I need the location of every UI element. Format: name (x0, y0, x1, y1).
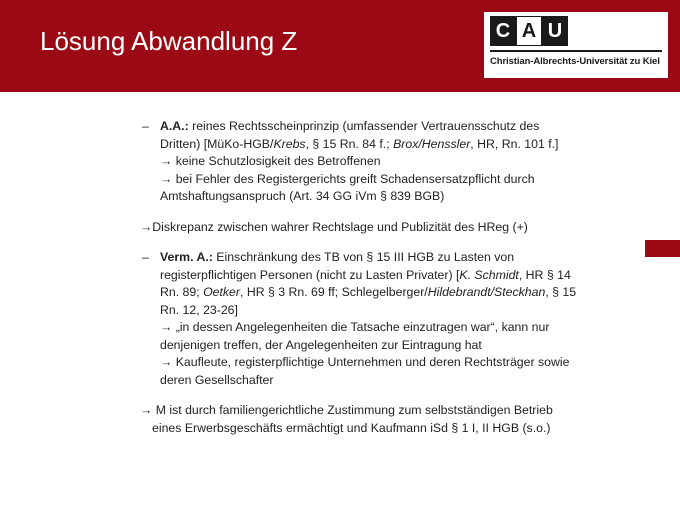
text-line: denjenigen treffen, der Angelegenheiten zur Eintragung hat (160, 337, 482, 352)
label-verm-a: Verm. A.: (160, 250, 213, 264)
slide-title: Lösung Abwandlung Z (40, 26, 298, 56)
logo-letter-c: C (490, 16, 516, 46)
logo-divider (490, 50, 662, 52)
text-run: reines Rechtsscheinprinzip (umfassender Vertrauensschutz des (188, 119, 540, 133)
author-krebs: Krebs (273, 136, 306, 151)
text-line (160, 284, 640, 302)
text-line (160, 249, 640, 267)
text-line: →Diskrepanz zwischen wahrer Rechtslage und Publizität des HReg (+) (140, 219, 528, 234)
text-run: , HR § 3 Rn. 69 ff; Schlegelberger/ (239, 285, 428, 299)
author-hildebrandt-steckhan: Hildebrandt/Steckhan (427, 285, 546, 299)
text-line: deren Gesellschafter (160, 372, 274, 387)
final-conclusion (140, 402, 640, 437)
text-run: , HR, Rn. 101 f.] (470, 136, 559, 151)
logo-text: Christian-Albrechts-Universität zu Kiel (490, 56, 660, 67)
logo-letter-u: U (542, 16, 568, 46)
logo-letter-a: A (516, 16, 542, 46)
text-line: eines Erwerbsgeschäfts ermächtigt und Kaufmann iSd § 1 I, II HGB (s.o.) (152, 420, 551, 435)
text-line: → Kaufleute, registerpflichtige Unternehmen und deren Rechtsträger sowie (160, 355, 570, 369)
text-line (160, 136, 640, 154)
text-line: Amtshaftungsanspruch (Art. 34 GG iVm § 839 BGB) (160, 189, 445, 203)
author-oetker: Oetker (203, 285, 240, 299)
author-brox-henssler: Brox/Henssler (393, 136, 471, 151)
logo-letters (490, 16, 568, 46)
list-item-aa (140, 118, 640, 206)
side-accent-mark (645, 240, 680, 257)
text-line: → M ist durch familiengerichtliche Zustimmung zum selbstständigen Betrieb (140, 403, 553, 417)
author-k-schmidt: K. Schmidt (459, 267, 519, 282)
text-line (160, 118, 640, 136)
text-line: → keine Schutzlosigkeit des Betroffenen (160, 154, 381, 168)
text-run: registerpflichtigen Personen (nicht zu Lasten Privater) [ (160, 267, 460, 282)
bullet-dash: – (142, 250, 149, 264)
list-item-verm-a (140, 249, 640, 389)
header-bar (0, 0, 680, 92)
label-aa: A.A.: (160, 119, 189, 133)
text-line: → bei Fehler des Registergerichts greift Schadensersatzpflicht durch (160, 171, 535, 186)
text-line: → „in dessen Angelegenheiten die Tatsache einzutragen war“, kann nur (160, 320, 550, 334)
text-run: Dritten) [MüKo-HGB/ (160, 136, 274, 151)
text-run: Einschränkung des TB von § 15 III HGB zu Lasten von (212, 250, 515, 264)
university-logo (484, 12, 668, 78)
text-run: , HR § 14 (518, 267, 571, 282)
slide-content (140, 118, 640, 437)
text-run: Rn. 89; (160, 285, 204, 299)
conclusion-line (140, 219, 640, 237)
text-line: Rn. 12, 23-26] (160, 302, 238, 317)
text-run: , § 15 (545, 285, 577, 299)
bullet-dash: – (142, 119, 149, 133)
text-run: , § 15 Rn. 84 f.; (305, 136, 394, 151)
text-line (160, 267, 640, 285)
